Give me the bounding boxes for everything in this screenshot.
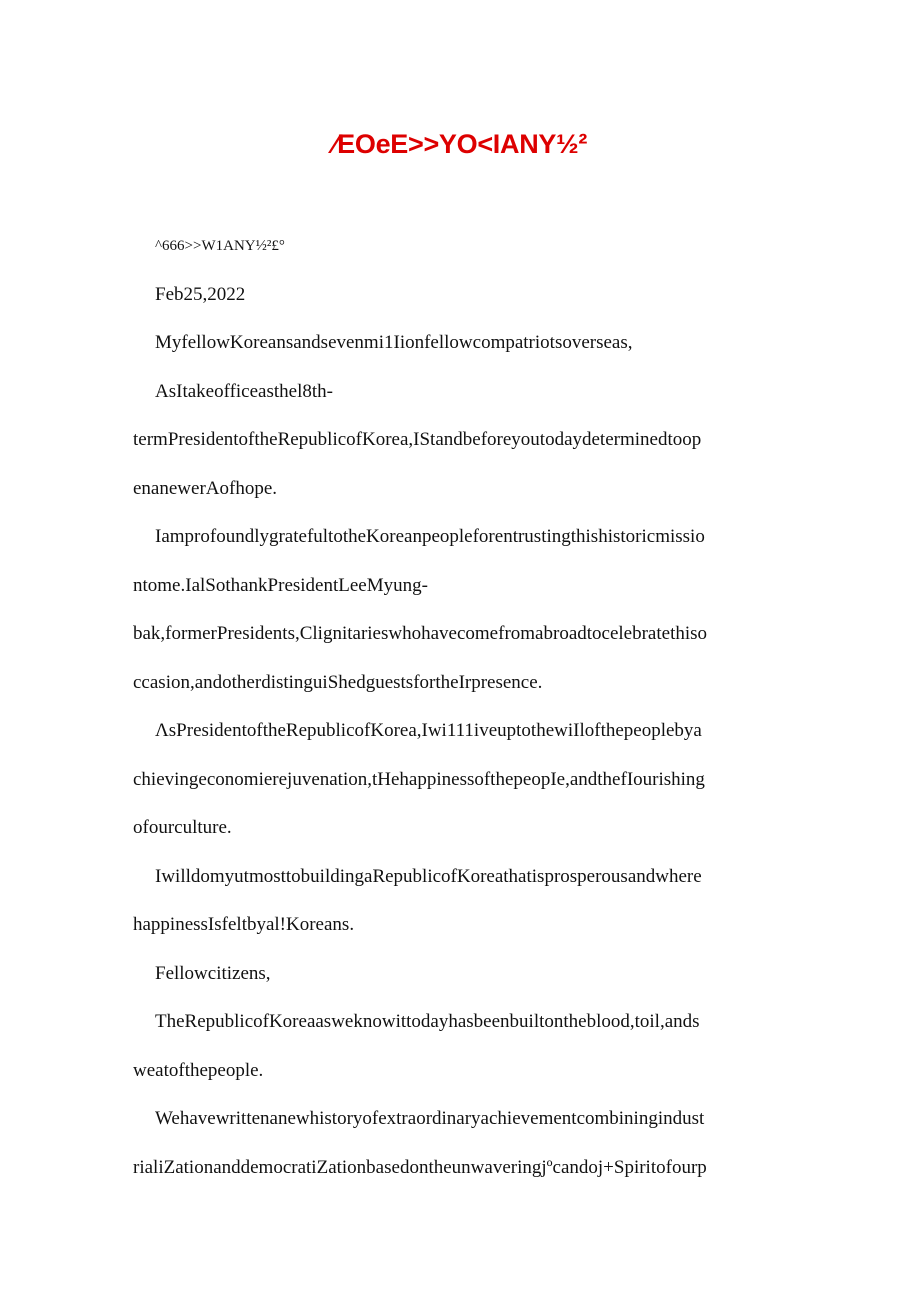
- paragraph-line: ΛsPresidentoftheRepublicofKorea,Iwi111iveuptothewiIlofthepeoplebya: [155, 720, 702, 741]
- paragraph-line: weatofthepeople.: [133, 1059, 264, 1081]
- paragraph-line: IwilldomyutmosttobuildingaRepublicofKoreathatisprosperousandwhere: [155, 865, 702, 887]
- document-title: ∕EOeE>>YO<IANY½²: [332, 129, 588, 159]
- paragraph-line: ofourculture.: [133, 817, 232, 838]
- paragraph-line: chievingeconomierejuvenation,tHehappinessofthepeopIe,andthefIourishing: [133, 768, 705, 790]
- paragraph-line: Fellowcitizens,: [155, 962, 271, 984]
- paragraph-line: IamprofoundlygratefultotheKoreanpeopleforentrustingthishistoricmissio: [155, 526, 705, 547]
- paragraph-line: bak,formerPresidents,Clignitarieswhohavecomefromabroadtocelebratethiso: [133, 623, 708, 644]
- paragraph-line: AsItakeofficeasthel8th-: [155, 380, 333, 402]
- document-subtitle: ^666>>W1ANY½²£°: [155, 238, 285, 254]
- paragraph-line: ntome.IalSothankPresidentLeeMyung-: [133, 574, 428, 596]
- paragraph-line: enanewerAofhope.: [133, 477, 278, 499]
- paragraph-line: TheRepublicofKoreaasweknowittodayhasbeenbuiltontheblood,toil,ands: [155, 1011, 700, 1032]
- paragraph-line: happinessIsfeltbyal!Koreans.: [133, 914, 355, 935]
- paragraph-line: termPresidentoftheRepublicofKorea,IStandbeforeyoutodaydeterminedtoop: [133, 429, 702, 450]
- paragraph-line: MyfellowKoreansandsevenmi1Iionfellowcompatriotsoverseas,: [155, 332, 633, 353]
- paragraph-line: ccasion,andotherdistinguiShedguestsfortheIrpresence.: [133, 671, 543, 693]
- paragraph-line: rialiZationanddemocratiZationbasedontheunwaveringjºcandoj+Spiritofourp: [133, 1156, 707, 1178]
- document-date: Feb25,2022: [155, 283, 246, 305]
- paragraph-line: Wehavewrittenanewhistoryofextraordinaryachievementcombiningindust: [155, 1108, 705, 1129]
- document-body: [133, 222, 793, 1192]
